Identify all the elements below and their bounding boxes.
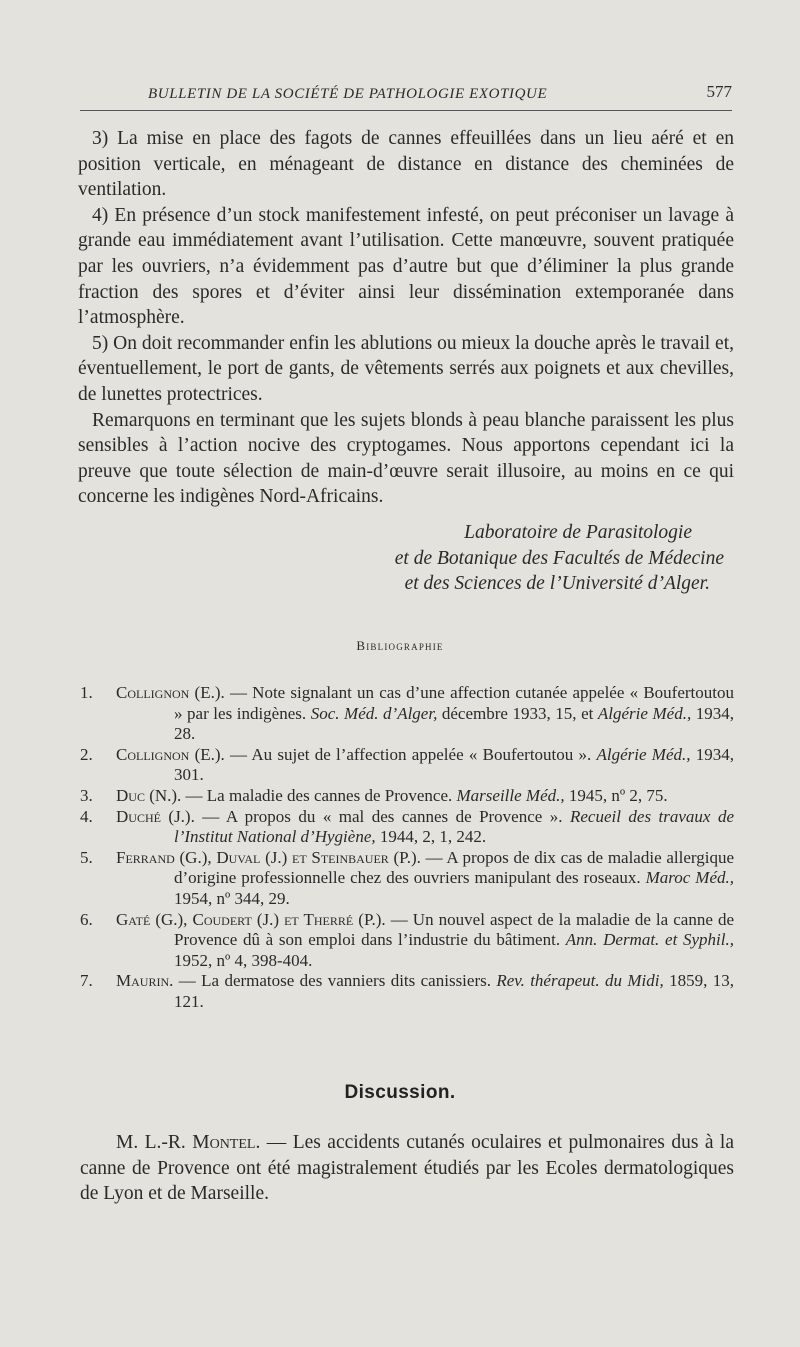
reference-number: 6.: [80, 909, 93, 929]
running-title: BULLETIN DE LA SOCIÉTÉ DE PATHOLOGIE EXOTIQUE: [148, 86, 548, 102]
reference-item: [80, 971, 734, 1012]
reference-text: 1944, 2, 1, 242.: [375, 827, 487, 847]
main-text: [78, 126, 734, 510]
discussion-paragraph: [80, 1130, 734, 1207]
reference-author: Duc (N.).: [116, 785, 182, 805]
bibliography-heading: Bibliographie: [356, 638, 444, 653]
reference-journal: Soc. Méd. d’Alger,: [310, 703, 438, 723]
reference-text: — Un nouvel aspect de la maladie de la canne de Provence dû à son emploi dans l’industrie du bâtiment.: [174, 909, 735, 950]
discussion-speaker: M. L.-R. Montel.: [116, 1132, 261, 1153]
reference-journal: Marseille Méd.,: [456, 785, 565, 805]
discussion-body: [80, 1130, 734, 1207]
reference-text: — Note signalant un cas d’une affection cutanée appelée « Boufertoutou » par les indigènes.: [174, 683, 734, 723]
signature-line: et de Botanique des Facultés de Médecine: [394, 547, 724, 569]
reference-text: 1954, nº 344, 29.: [174, 888, 290, 908]
discussion-text: — Les accidents cutanés oculaires et pulmonaires dus à la canne de Provence ont été magistralement étudiés par les Ecoles dermatologiques de Lyon et de Marseille.: [80, 1132, 735, 1205]
reference-item: [80, 807, 734, 848]
bibliography-list: [80, 683, 734, 1013]
reference-number: 3.: [80, 785, 93, 805]
reference-text: — A propos de dix cas de maladie allergique d’origine professionnelle chez des ouvriers manipulant des roseaux.: [174, 847, 734, 888]
reference-journal: Maroc Méd.,: [645, 868, 734, 888]
reference-text: — Au sujet de l’affection appelée « Boufertoutou ».: [224, 744, 597, 764]
reference-text: décembre 1933, 15, et: [437, 703, 598, 723]
reference-item: [80, 910, 734, 972]
reference-text: 1934, 28.: [174, 703, 734, 744]
reference-journal: Recueil des travaux de l’Institut National d’Hygiène,: [174, 806, 734, 847]
reference-author: Gaté (G.), Coudert (J.) et Therré (P.).: [116, 909, 386, 929]
reference-text: — La dermatose des vanniers dits canissiers.: [173, 971, 497, 991]
reference-journal: Algérie Méd.,: [596, 744, 691, 764]
reference-text: — La maladie des cannes de Provence.: [181, 785, 457, 805]
running-header: [80, 82, 732, 111]
reference-author: Maurin.: [116, 971, 174, 991]
reference-number: 5.: [80, 847, 93, 867]
reference-journal: Algérie Méd.,: [597, 703, 692, 723]
reference-item: [80, 745, 734, 786]
reference-item: [80, 683, 734, 745]
reference-author: Collignon (E.).: [116, 744, 225, 764]
signature-line: et des Sciences de l’Université d’Alger.: [404, 573, 710, 595]
reference-author: Collignon (E.).: [116, 683, 225, 702]
paragraph: 3) La mise en place des fagots de cannes effeuillées dans un lieu aéré et en position verticale, en ménageant de distance en distance des cheminées de ventilation.: [78, 128, 734, 201]
reference-number: 7.: [80, 971, 93, 991]
reference-journal: Rev. thérapeut. du Midi,: [496, 971, 664, 991]
reference-item: [80, 786, 734, 807]
affiliation-signature: [290, 520, 730, 597]
paragraph: 4) En présence d’un stock manifestement infesté, on peut préconiser un lavage à grande eau immédiatement avant l’utilisation. Cette manœuvre, souvent pratiquée par les ouvriers, n’a évidemment pas d’autre but que d’éliminer la plus grande fraction des spores et d’éviter ainsi leur dissémination extemporanée dans l’atmosphère.: [78, 204, 734, 329]
reference-number: 4.: [80, 806, 93, 826]
reference-text: 1934, 301.: [174, 744, 735, 785]
reference-author: Ferrand (G.), Duval (J.) et Steinbauer (P.).: [116, 847, 421, 867]
reference-journal: Ann. Dermat. et Syphil.,: [565, 930, 734, 950]
paragraph: 5) On doit recommander enfin les ablutions ou mieux la douche après le travail et, éventuellement, le port de gants, de vêtements serrés aux poignets et aux chevilles, de lunettes protectrices.: [78, 332, 734, 405]
paragraph: Remarquons en terminant que les sujets blonds à peau blanche paraissent les plus sensibles à l’action nocive des cryptogames. Nous apportons cependant ici la preuve que toute sélection de main-d’œuvre serait illusoire, au moins en ce qui concerne les indigènes Nord-Africains.: [78, 409, 734, 508]
signature-line: Laboratoire de Parasitologie: [464, 522, 692, 543]
reference-number: 2.: [80, 744, 93, 764]
reference-text: 1859, 13, 121.: [174, 971, 734, 1011]
reference-text: 1945, nº 2, 75.: [564, 785, 668, 805]
reference-number: 1.: [80, 683, 93, 702]
reference-item: [80, 848, 734, 910]
reference-text: 1952, nº 4, 398-404.: [174, 950, 313, 970]
reference-author: Duché (J.).: [116, 806, 195, 826]
reference-text: — A propos du « mal des cannes de Provence ».: [194, 806, 570, 826]
discussion-heading: Discussion.: [344, 1082, 456, 1103]
page-number: 577: [706, 82, 732, 101]
